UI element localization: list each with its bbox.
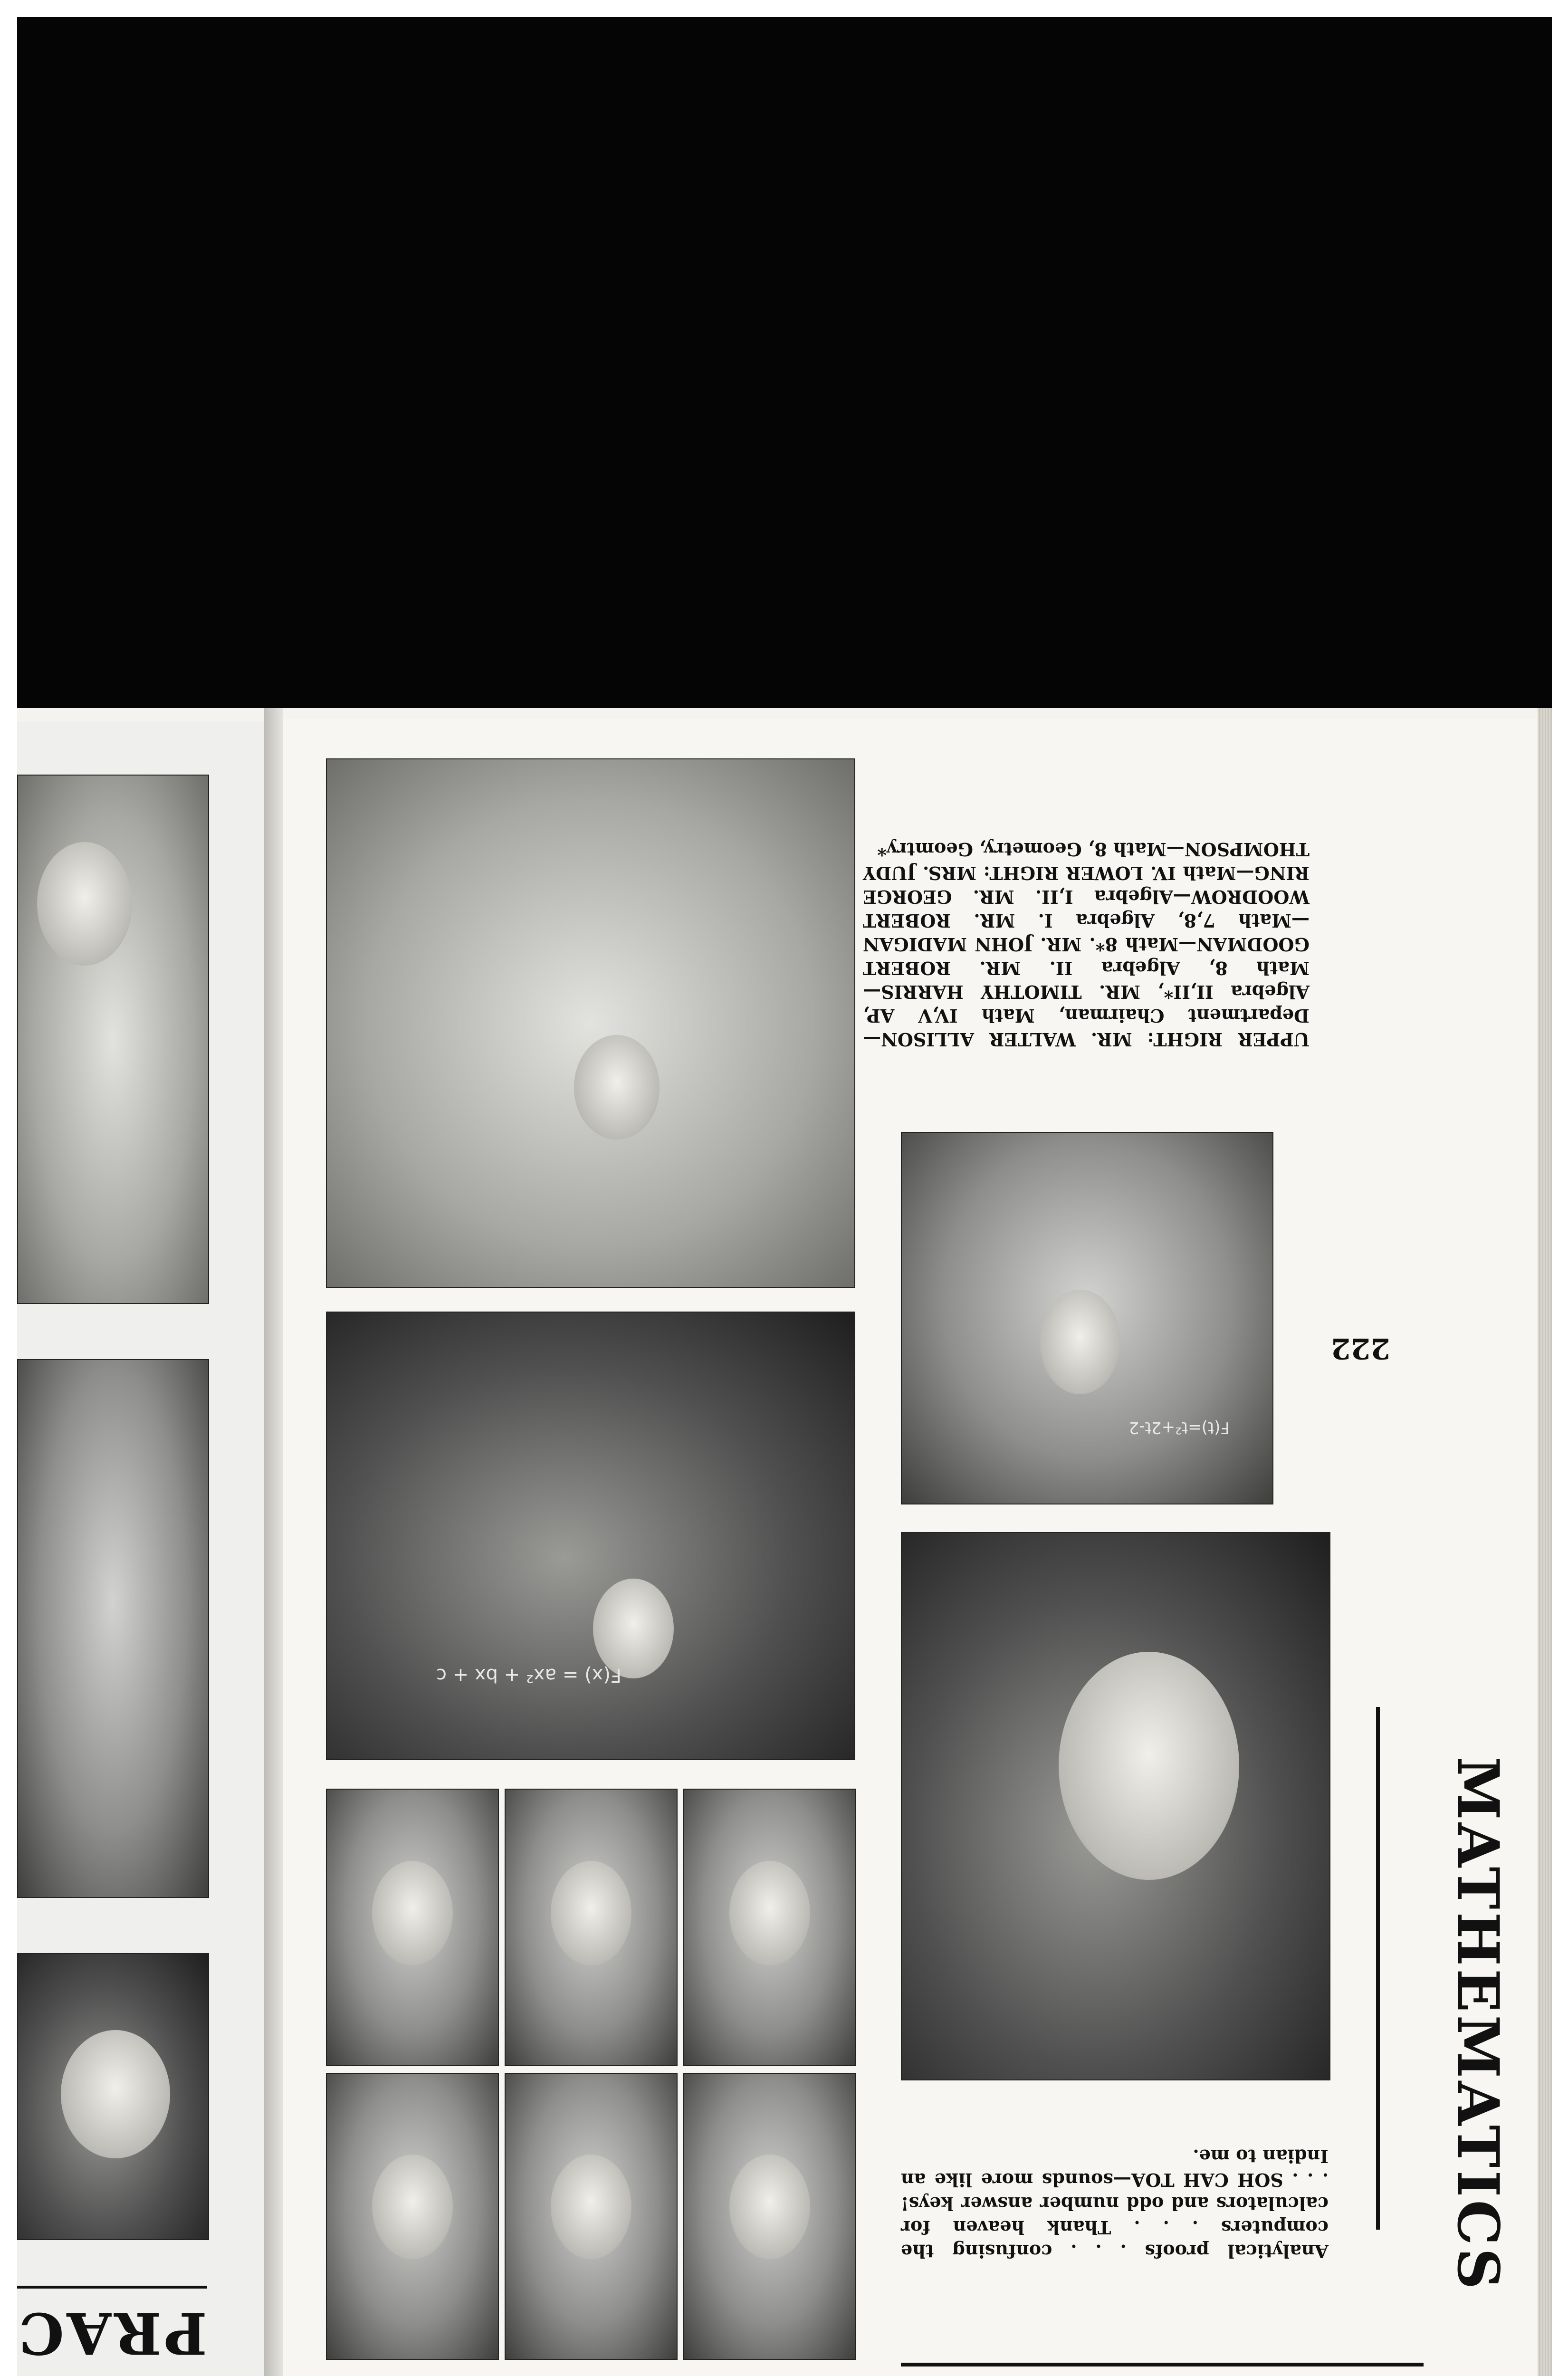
- portrait-face: [551, 2155, 631, 2259]
- teacher-face: [593, 1579, 674, 1678]
- photo-caption: UPPER RIGHT: MR. WALTER ALLISON—Department Chairman, Math IV,V AP, Algebra II,II*, MR. TIMOTHY HARRIS—Math 8, Algebra II. MR. ROBERT GOODMAN—Math 8*. MR. JOHN MADIGAN—Math 7,8, Algebra I. MR. ROBERT WOODROW—Algebra I,II. MR. GEORGE RING—Math IV. LOWER RIGHT: MRS. JUDY THOMPSON—Math 8, Geometry, Geomtry*: [863, 839, 1310, 1050]
- math-department-page: [283, 719, 1552, 2376]
- photo-teacher-chalkboard-equations: [901, 1132, 1273, 1504]
- teacher-portrait-3: [683, 1789, 856, 2066]
- left-page: [17, 722, 264, 2376]
- teacher-portrait-2: [505, 1789, 678, 2066]
- teacher-portrait: [37, 842, 132, 966]
- teacher-portrait-6: [683, 2073, 856, 2360]
- left-page-photo-3: [17, 1953, 209, 2240]
- portrait-face: [372, 1861, 453, 1965]
- left-heading-rule: [17, 2286, 207, 2289]
- portrait-face: [372, 2155, 453, 2259]
- photo-teacher-chalkboard-formula: [326, 1312, 855, 1760]
- photo-teacher-closeup: [901, 1532, 1330, 2080]
- teacher-portrait-1: [326, 1789, 499, 2066]
- portrait-face: [551, 1861, 631, 1965]
- left-page-photo-1: [17, 775, 209, 1304]
- department-title-word-2: [915, 2367, 1343, 2376]
- heading-rule-bottom: [901, 2363, 1424, 2366]
- book-page-edges: [1538, 708, 1552, 2376]
- chalkboard-formula: F(x) = ax² + bx + c: [436, 1664, 621, 1686]
- teacher-portrait-4: [326, 2073, 499, 2360]
- dark-background: [17, 17, 1552, 718]
- photo-teacher-classroom-door: [326, 758, 855, 1288]
- teacher-face: [574, 1035, 660, 1140]
- teacher-portrait-5: [505, 2073, 678, 2360]
- teacher-portrait: [61, 2030, 170, 2158]
- intro-text: Analytical proofs . . . confusing the computers . . . Thank heaven for calculators and odd number answer keys! . . . SOH CAH TOA—sounds more like an Indian to me.: [901, 2146, 1329, 2262]
- left-page-heading: PRAC: [16, 2299, 207, 2366]
- left-page-photo-2: [17, 1359, 209, 1898]
- chalkboard-scribble: F(t)=t²+2t-2: [1128, 1418, 1230, 1437]
- page-gutter: [264, 708, 283, 2376]
- portrait-face: [729, 2155, 810, 2259]
- heading-rule-top: [1376, 1707, 1380, 2230]
- portrait-face: [729, 1861, 810, 1965]
- yearbook-spread: [17, 708, 1552, 2376]
- page-number: 222: [1330, 1332, 1390, 1365]
- department-title-word-1: MATHEMATICS: [1444, 1757, 1511, 2292]
- teacher-face-large: [1059, 1652, 1239, 1880]
- teacher-face: [1040, 1290, 1120, 1394]
